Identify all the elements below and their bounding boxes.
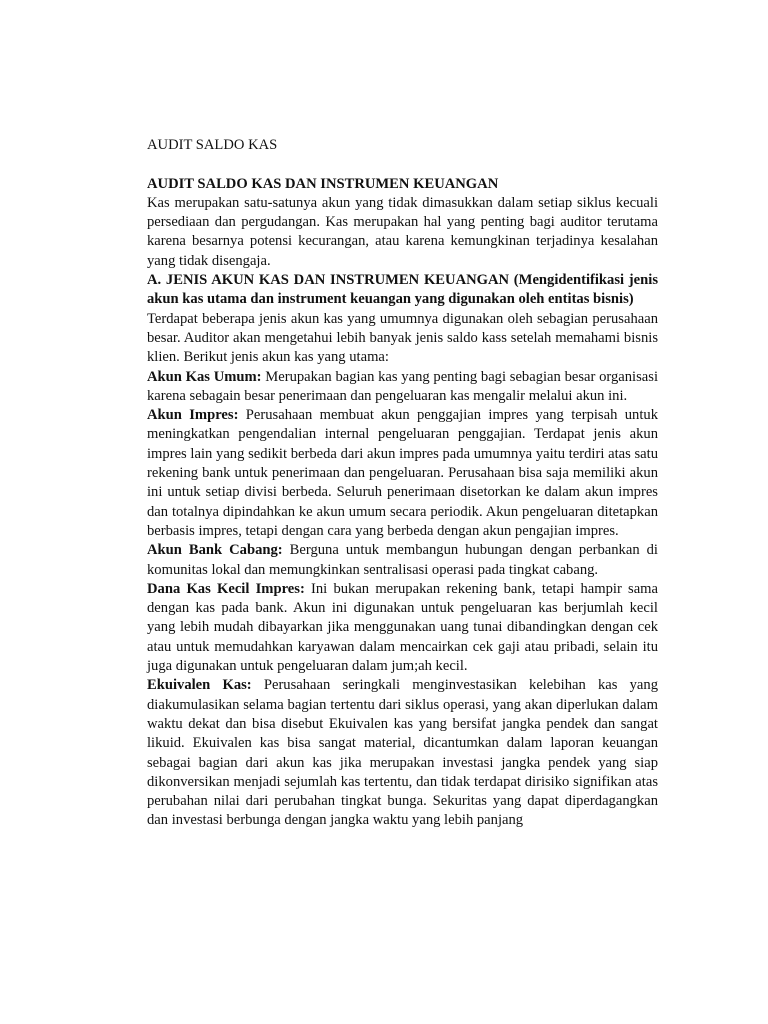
akun-impres-paragraph [147, 406, 658, 541]
dana-kas-kecil-text: Ini bukan merupakan rekening bank, tetapi hampir sama dengan kas pada bank. Akun ini digunakan untuk pengeluaran kas berjumlah kecil yang lebih mudah dibayarkan jika menggunakan uang tunai dibandingkan dengan cek atau untuk memudahkan karyawan dalam mencairkan cek gaji atau pribadi, selain itu juga digunakan untuk pengeluaran dalam jum;ah kecil. [147, 580, 658, 675]
akun-impres-text: Perusahaan membuat akun penggajian impres yang terpisah untuk meningkatkan pengendalian internal pengeluaran penggajian. Terdapat jenis akun impres lain yang sedikit berbeda dari akun impres pada umumnya yaitu terdiri atas satu rekening bank untuk penerimaan dan pengeluaran. Perusahaan bisa saja memiliki akun ini untuk setiap divisi berbeda. Seluruh penerimaan disetorkan ke dalam akun impres dan totalnya dipindahkan ke akun umum secara periodik. Akun pengeluaran ditetapkan berbasis impres, tetapi dengan cara yang berbeda dengan akun pengajian impres. [147, 407, 658, 539]
akun-kas-umum-term: Akun Kas Umum: [147, 368, 262, 385]
intro-paragraph: Kas merupakan satu-satunya akun yang tidak dimasukkan dalam setiap siklus kecuali persediaan dan pergudangan. Kas merupakan hal yang penting bagi auditor terutama karena besarnya potensi kecurangan, atau karena kemungkinan terjadinya kesalahan yang tidak disengaja. [147, 194, 658, 269]
section-a-heading: A. JENIS AKUN KAS DAN INSTRUMEN KEUANGAN (Mengidentifikasi jenis akun kas utama dan instrument keuangan yang digunakan oleh entitas bisnis) [147, 272, 658, 308]
akun-kas-umum-paragraph [147, 368, 658, 407]
akun-kas-umum-text: Merupakan bagian kas yang penting bagi sebagian besar organisasi karena sebagain besar penerimaan dan pengeluaran kas mengalir melalui akun ini. [147, 368, 659, 404]
document-page [147, 136, 658, 831]
dana-kas-kecil-paragraph [147, 580, 658, 676]
section-a-intro-paragraph: Terdapat beberapa jenis akun kas yang umumnya digunakan oleh sebagian perusahaan besar. Auditor akan mengetahui lebih banyak jenis saldo kass setelah memahami bisnis klien. Berikut jenis akun kas yang utama: [147, 310, 658, 366]
akun-impres-term: Akun Impres: [147, 407, 239, 424]
akun-bank-cabang-paragraph [147, 541, 658, 580]
ekuivalen-kas-paragraph [147, 676, 658, 830]
akun-bank-cabang-term: Akun Bank Cabang: [147, 542, 283, 559]
ekuivalen-kas-term: Ekuivalen Kas: [147, 677, 252, 694]
main-heading: AUDIT SALDO KAS DAN INSTRUMEN KEUANGAN [147, 175, 499, 192]
ekuivalen-kas-text: Perusahaan seringkali menginvestasikan kelebihan kas yang diakumulasikan selama bagian tertentu dari siklus operasi, yang akan diperlukan dalam waktu dekat dan bisa disebut Ekuivalen kas yang bersifat jangka pendek dan sangat likuid. Ekuivalen kas bisa sangat material, dicantumkan dalam laporan keuangan sebagai bagian dari akun kas jika merupakan investasi jangka pendek yang siap dikonversikan menjadi sejumlah kas tertentu, dan tidak terdapat dirisiko signifikan atas perubahan nilai dari perubahan tingkat bunga. Sekuritas yang dapat diperdagangkan dan investasi berbunga dengan jangka waktu yang lebih panjang [147, 677, 658, 829]
akun-bank-cabang-text: Berguna untuk membangun hubungan dengan perbankan di komunitas lokal dan memungkinkan sentralisasi operasi pada tingkat cabang. [147, 542, 658, 578]
dana-kas-kecil-term: Dana Kas Kecil Impres: [147, 580, 305, 597]
document-title: AUDIT SALDO KAS [147, 137, 278, 153]
